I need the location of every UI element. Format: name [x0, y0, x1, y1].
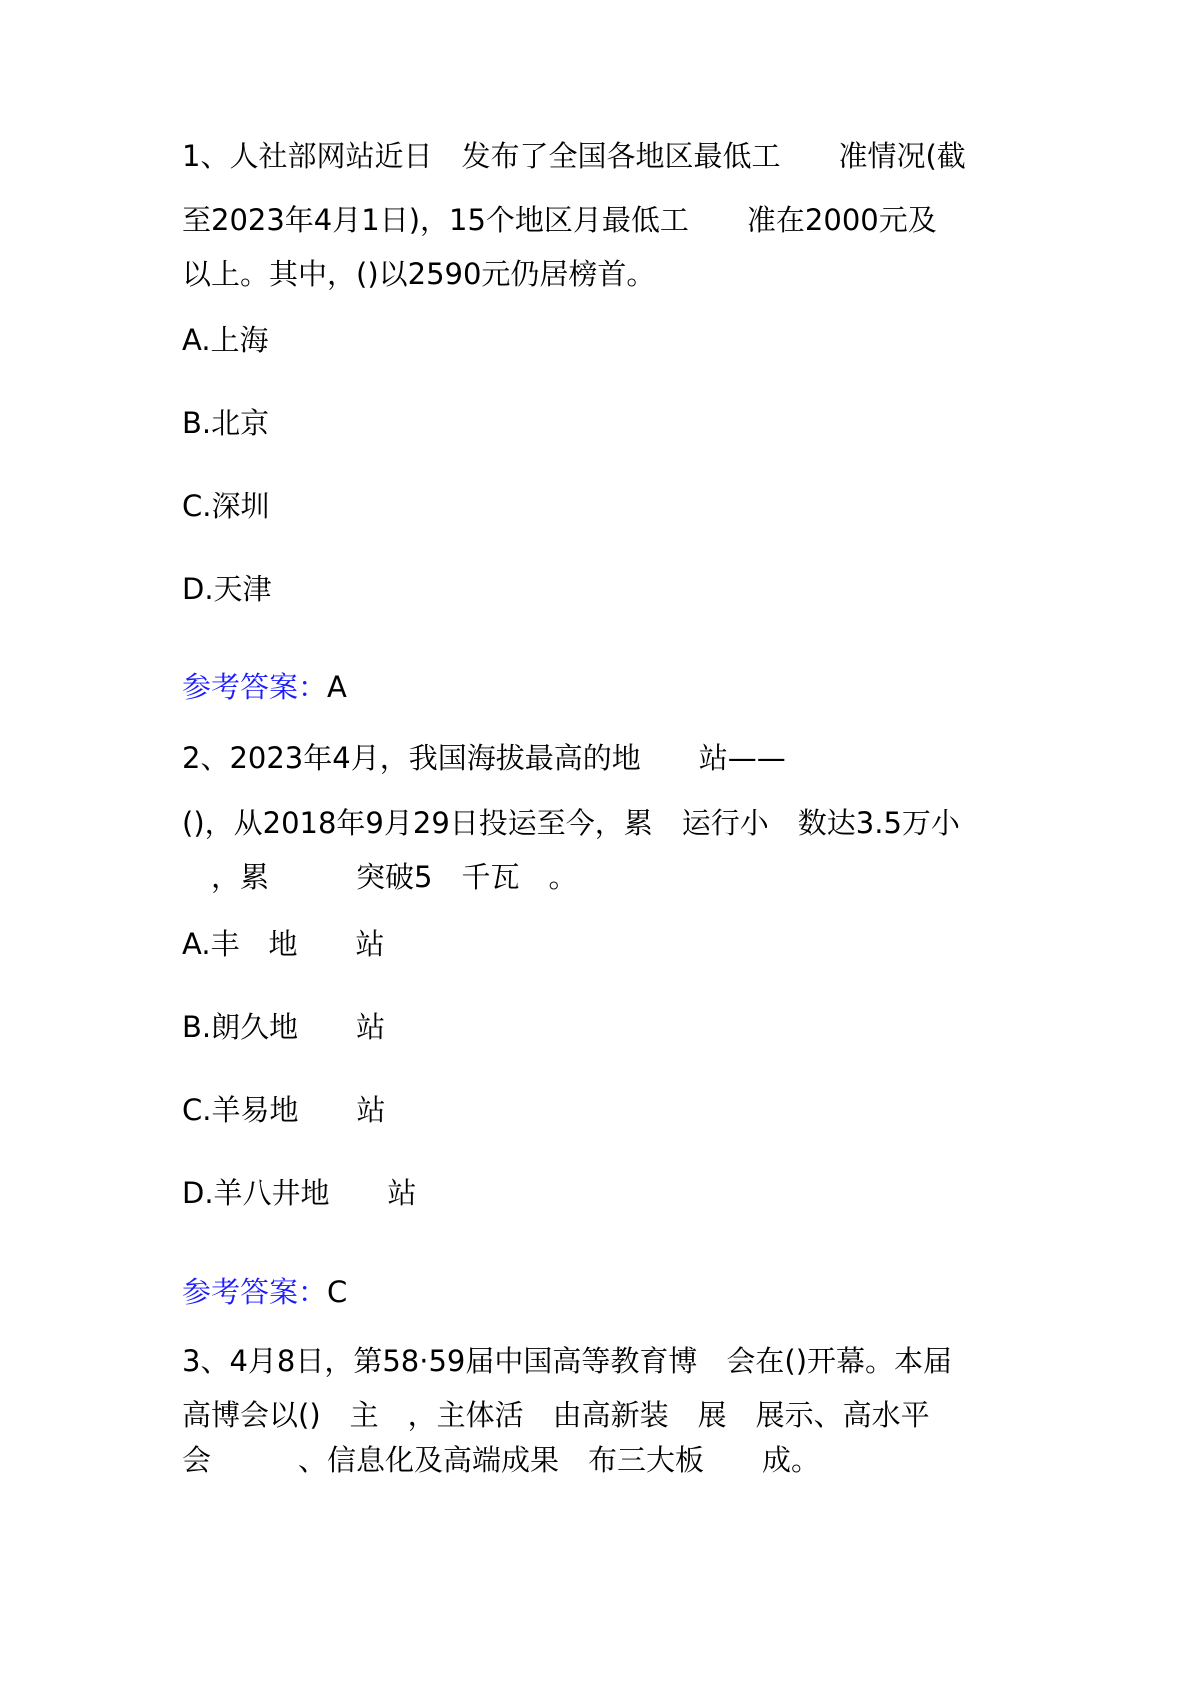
question-2-option-a: A.丰 地 站 — [182, 927, 385, 961]
answer-label: 参考答案： — [182, 670, 328, 704]
question-1-stem-line-1: 1、人社部网站近日 发布了全国各地区最低工 准情况(截 — [182, 139, 966, 173]
question-3-stem-line-1: 3、4月8日，第58·59届中国高等教育博 会在()开幕。本届 — [182, 1344, 953, 1378]
question-1-answer — [182, 667, 347, 707]
question-1-option-b: B.北京 — [182, 406, 270, 440]
question-2-stem-line-1: 2、2023年4月，我国海拔最高的地 站—— — [182, 741, 786, 775]
question-1-option-d: D.天津 — [182, 572, 272, 606]
question-1-stem-line-2: 至2023年4月1日)，15个地区月最低工 准在2000元及 — [182, 203, 937, 237]
question-2-option-b: B.朗久地 站 — [182, 1010, 386, 1044]
question-2-answer — [182, 1272, 347, 1312]
answer-value: A — [327, 670, 347, 704]
answer-label: 参考答案： — [182, 1275, 328, 1309]
question-1-option-c: C.深圳 — [182, 489, 270, 523]
question-3-stem-line-2: 高博会以() 主 ，主体活 由高新装 展 展示、高水平 — [182, 1398, 930, 1432]
answer-value: C — [327, 1275, 348, 1309]
question-2-stem-line-2: ()，从2018年9月29日投运至今，累 运行小 数达3.5万小 — [182, 806, 960, 840]
question-1-stem-line-3: 以上。其中，()以2590元仍居榜首。 — [182, 257, 656, 291]
question-1-option-a: A.上海 — [182, 323, 269, 357]
question-2-stem-line-3: ，累 突破5 千瓦 。 — [182, 860, 578, 894]
question-3-stem-line-3: 会 、信息化及高端成果 布三大板 成。 — [182, 1443, 821, 1477]
question-2-option-c: C.羊易地 站 — [182, 1093, 386, 1127]
question-2-option-d: D.羊八井地 站 — [182, 1176, 417, 1210]
